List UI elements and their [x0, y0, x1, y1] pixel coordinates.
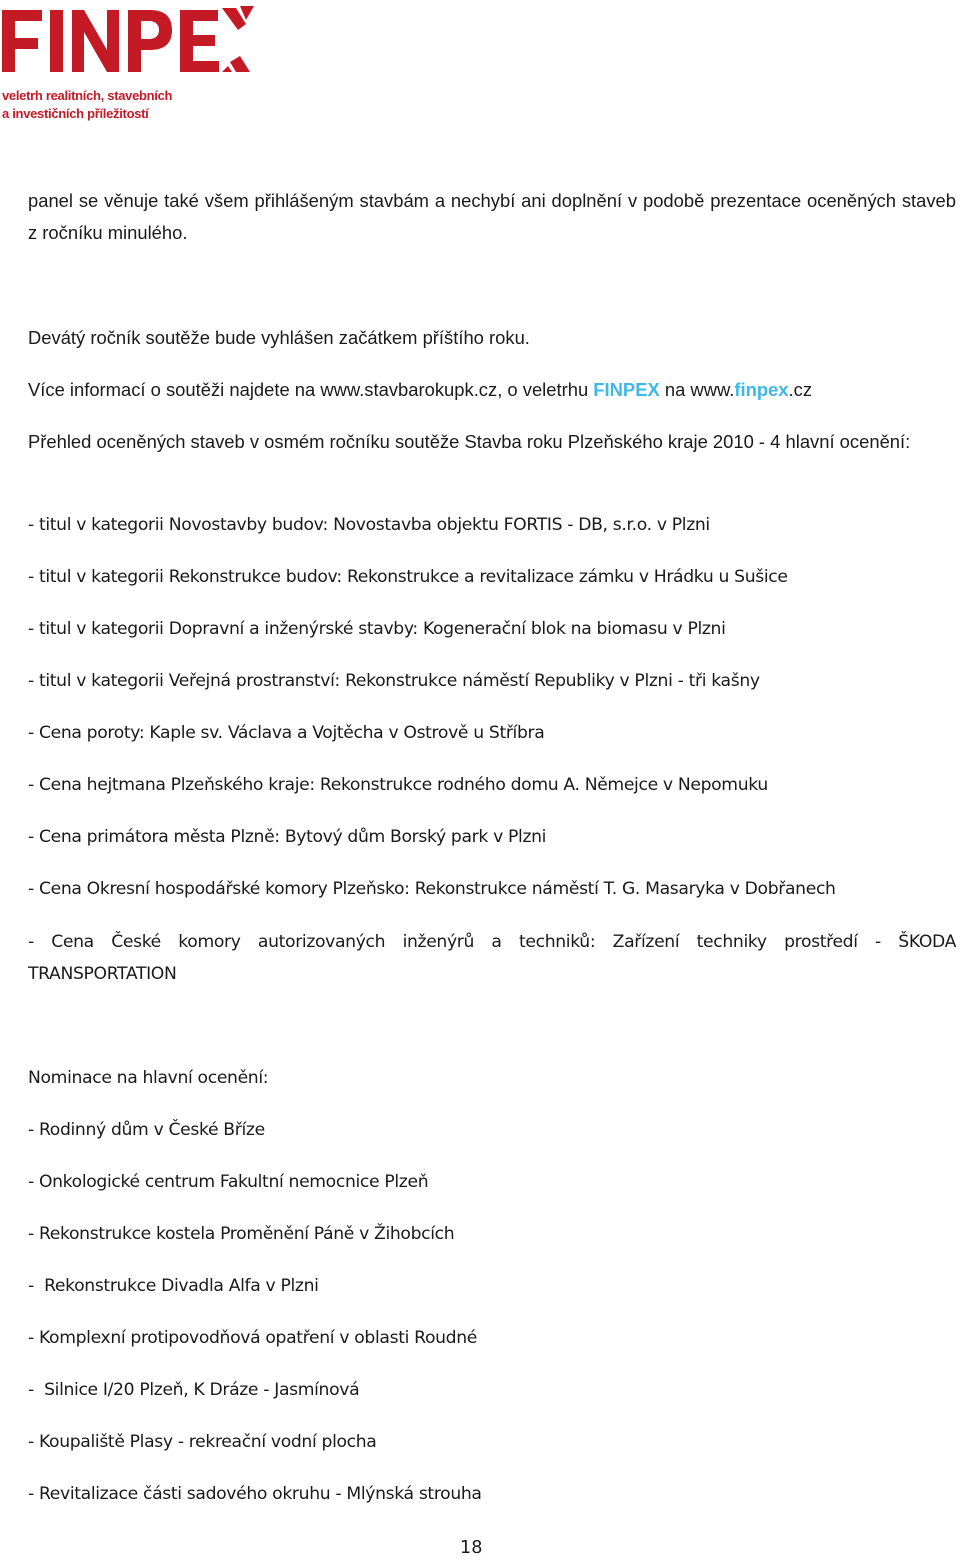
- finpex-highlight: FINPEX: [593, 379, 660, 400]
- award-item: - titul v kategorii Veřejná prostranství: Rekonstrukce náměstí Republiky v Plzni - tři kašny: [28, 671, 760, 691]
- nominations-title: Nominace na hlavní ocenění:: [28, 1068, 269, 1088]
- logo-tagline-line2: a investičních příležitostí: [2, 106, 149, 121]
- more-info-paragraph: [28, 374, 956, 406]
- award-item: - Cena primátora města Plzně: Bytový dům Borský park v Plzni: [28, 827, 547, 847]
- more-info-text-3: .cz: [788, 379, 813, 400]
- more-info-text-2: na www.: [659, 379, 735, 400]
- finpex-logo-mark: [0, 0, 255, 88]
- page-number: 18: [460, 1538, 483, 1558]
- award-item: - Cena poroty: Kaple sv. Václava a Vojtěcha v Ostrově u Stříbra: [28, 723, 545, 743]
- intro-paragraph: panel se věnuje také všem přihlášeným stavbám a nechybí ani doplnění v podobě prezentace oceněných staveb z ročníku minulého.: [28, 190, 956, 243]
- nomination-item: - Koupaliště Plasy - rekreační vodní plocha: [28, 1432, 377, 1452]
- more-info-text-1: Více informací o soutěži najdete na www.stavbarokupk.cz, o veletrhu: [28, 379, 594, 400]
- finpex-logo: [0, 0, 260, 130]
- finpex-link-highlight[interactable]: finpex: [734, 379, 789, 400]
- nomination-item: - Rekonstrukce Divadla Alfa v Plzni: [28, 1276, 319, 1296]
- award-item: - Cena hejtmana Plzeňského kraje: Rekonstrukce rodného domu A. Němejce v Nepomuku: [28, 775, 768, 795]
- award-item: - Cena Okresní hospodářské komory Plzeňsko: Rekonstrukce náměstí T. G. Masaryka v Dobřanech: [28, 879, 836, 899]
- nomination-item: - Rodinný dům v České Bříze: [28, 1120, 265, 1140]
- ninth-year-paragraph: Devátý ročník soutěže bude vyhlášen začátkem příštího roku.: [28, 327, 530, 348]
- logo-tagline: [2, 87, 172, 123]
- nomination-item: - Rekonstrukce kostela Proměnění Páně v Žihobcích: [28, 1224, 455, 1244]
- nomination-item: - Revitalizace části sadového okruhu - Mlýnská strouha: [28, 1484, 482, 1504]
- nomination-item: - Komplexní protipovodňová opatření v oblasti Roudné: [28, 1328, 477, 1348]
- award-item: - Cena České komory autorizovaných inženýrů a techniků: Zařízení techniky prostředí - ŠKODA TRANSPORTATION: [28, 932, 956, 984]
- award-item: - titul v kategorii Dopravní a inženýrské stavby: Kogenerační blok na biomasu v Plzni: [28, 619, 726, 639]
- award-item: - titul v kategorii Novostavby budov: Novostavba objektu FORTIS - DB, s.r.o. v Plzni: [28, 515, 710, 535]
- award-item: - titul v kategorii Rekonstrukce budov: Rekonstrukce a revitalizace zámku v Hrádku u Sušice: [28, 567, 788, 587]
- nomination-item: - Onkologické centrum Fakultní nemocnice Plzeň: [28, 1172, 429, 1192]
- logo-tagline-line1: veletrh realitních, stavebních: [2, 88, 173, 103]
- nomination-item: - Silnice I/20 Plzeň, K Dráze - Jasmínová: [28, 1380, 360, 1400]
- overview-paragraph: Přehled oceněných staveb v osmém ročníku soutěže Stavba roku Plzeňského kraje 2010 - 4 hlavní ocenění:: [28, 431, 911, 452]
